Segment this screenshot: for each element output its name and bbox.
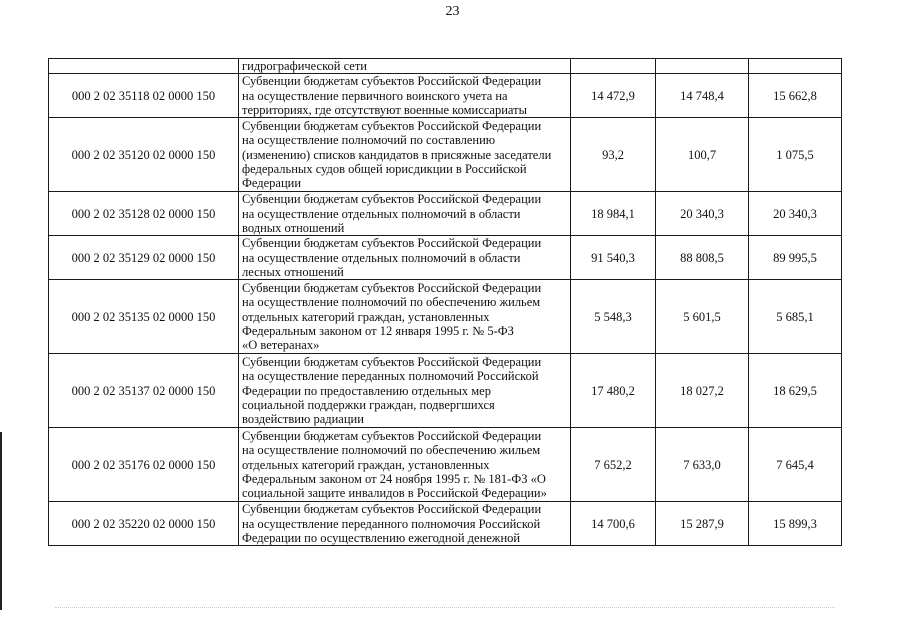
description-line: Субвенции бюджетам субъектов Российской Федерации [242,236,542,251]
description-line: на осуществление переданного полномочия Российской [242,516,541,531]
description-line: на осуществление переданных полномочий Российской [242,369,539,384]
description-cell [239,74,571,118]
table-row [49,428,842,502]
amount-year-2-cell: 20 340,3 [656,192,749,236]
amount-year-2-cell: 88 808,5 [656,236,749,280]
page-number: 23 [445,4,460,19]
value-cell [571,59,656,74]
budget-code-cell: 000 2 02 35220 02 0000 150 [49,502,239,546]
scan-edge-mark [0,432,2,610]
scan-artifact-line [55,607,835,610]
description-line: на осуществление полномочий по составлению [242,133,496,148]
description-line: лесных отношений [242,264,344,279]
budget-code-cell: 000 2 02 35128 02 0000 150 [49,192,239,236]
description-cell [239,502,571,546]
amount-year-2-cell: 5 601,5 [656,280,749,354]
description-line: Субвенции бюджетам субъектов Российской Федерации [242,119,542,134]
amount-year-1-cell: 14 700,6 [571,502,656,546]
description-line: (изменению) списков кандидатов в присяжные заседатели [242,147,552,162]
description-line: водных отношений [242,220,345,235]
name-cell: гидрографической сети [239,59,571,74]
amount-year-2-cell: 14 748,4 [656,74,749,118]
description-line: социальной поддержки граждан, подвергшихся [242,397,495,412]
amount-year-2-cell: 18 027,2 [656,354,749,428]
amount-year-3-cell: 5 685,1 [749,280,842,354]
table-row-continuation [49,59,842,74]
amount-year-1-cell: 14 472,9 [571,74,656,118]
description-cell [239,118,571,192]
description-line: Субвенции бюджетам субъектов Российской Федерации [242,192,542,207]
amount-year-3-cell: 89 995,5 [749,236,842,280]
table-row [49,280,842,354]
amount-year-3-cell: 20 340,3 [749,192,842,236]
description-line: Субвенции бюджетам субъектов Российской Федерации [242,74,542,89]
description-cell [239,354,571,428]
amount-year-3-cell: 15 899,3 [749,502,842,546]
description-line: социальной защите инвалидов в Российской Федерации» [242,486,547,500]
budget-code-cell: 000 2 02 35120 02 0000 150 [49,118,239,192]
description-line: Субвенции бюджетам субъектов Российской Федерации [242,281,542,296]
value-cell [749,59,842,74]
description-cell [239,428,571,502]
amount-year-1-cell: 7 652,2 [571,428,656,502]
amount-year-2-cell: 15 287,9 [656,502,749,546]
amount-year-2-cell: 7 633,0 [656,428,749,502]
description-line: Субвенции бюджетам субъектов Российской Федерации [242,429,542,444]
description-line: на осуществление полномочий по обеспечению жильем [242,443,541,458]
description-cell [239,236,571,280]
description-line: федеральных судов общей юрисдикции в Российской [242,161,527,176]
amount-year-1-cell: 17 480,2 [571,354,656,428]
amount-year-1-cell: 18 984,1 [571,192,656,236]
description-cell [239,280,571,354]
table-row [49,502,842,546]
budget-code-cell: 000 2 02 35135 02 0000 150 [49,280,239,354]
table-row [49,236,842,280]
description-line: отдельных категорий граждан, установленных [242,457,490,472]
amount-year-1-cell: 5 548,3 [571,280,656,354]
amount-year-3-cell: 15 662,8 [749,74,842,118]
description-line: отдельных категорий граждан, установленных [242,309,490,324]
description-line: Федерации по осуществлению ежегодной денежной [242,530,521,545]
description-line: Субвенции бюджетам субъектов Российской Федерации [242,502,542,517]
description-line: территориях, где отсутствуют военные комиссариаты [242,102,528,117]
description-line: «О ветеранах» [242,338,320,352]
description-line: на осуществление полномочий по обеспечению жильем [242,295,541,310]
description-line: Федерации по предоставлению отдельных мер [242,383,491,398]
table-row [49,74,842,118]
description-line: Федерации [242,176,302,190]
amount-year-1-cell: 91 540,3 [571,236,656,280]
description-line: Субвенции бюджетам субъектов Российской Федерации [242,355,542,370]
amount-year-3-cell: 18 629,5 [749,354,842,428]
description-line: на осуществление отдельных полномочий в области [242,250,521,265]
amount-year-3-cell: 1 075,5 [749,118,842,192]
amount-year-1-cell: 93,2 [571,118,656,192]
amount-year-2-cell: 100,7 [656,118,749,192]
budget-code-cell: 000 2 02 35118 02 0000 150 [49,74,239,118]
description-line: Федеральным законом от 24 ноября 1995 г. № 181-ФЗ «О [242,471,546,486]
description-cell [239,192,571,236]
budget-code-cell: 000 2 02 35129 02 0000 150 [49,236,239,280]
value-cell [656,59,749,74]
budget-code-cell: 000 2 02 35137 02 0000 150 [49,354,239,428]
table-row [49,192,842,236]
budget-table [48,58,842,546]
description-line: воздействию радиации [242,412,364,426]
budget-code-cell: 000 2 02 35176 02 0000 150 [49,428,239,502]
description-line: на осуществление первичного воинского учета на [242,88,508,103]
table-row [49,354,842,428]
amount-year-3-cell: 7 645,4 [749,428,842,502]
code-cell [49,59,239,74]
table-row [49,118,842,192]
description-line: Федеральным законом от 12 января 1995 г. № 5-ФЗ [242,323,514,338]
description-line: на осуществление отдельных полномочий в области [242,206,521,221]
